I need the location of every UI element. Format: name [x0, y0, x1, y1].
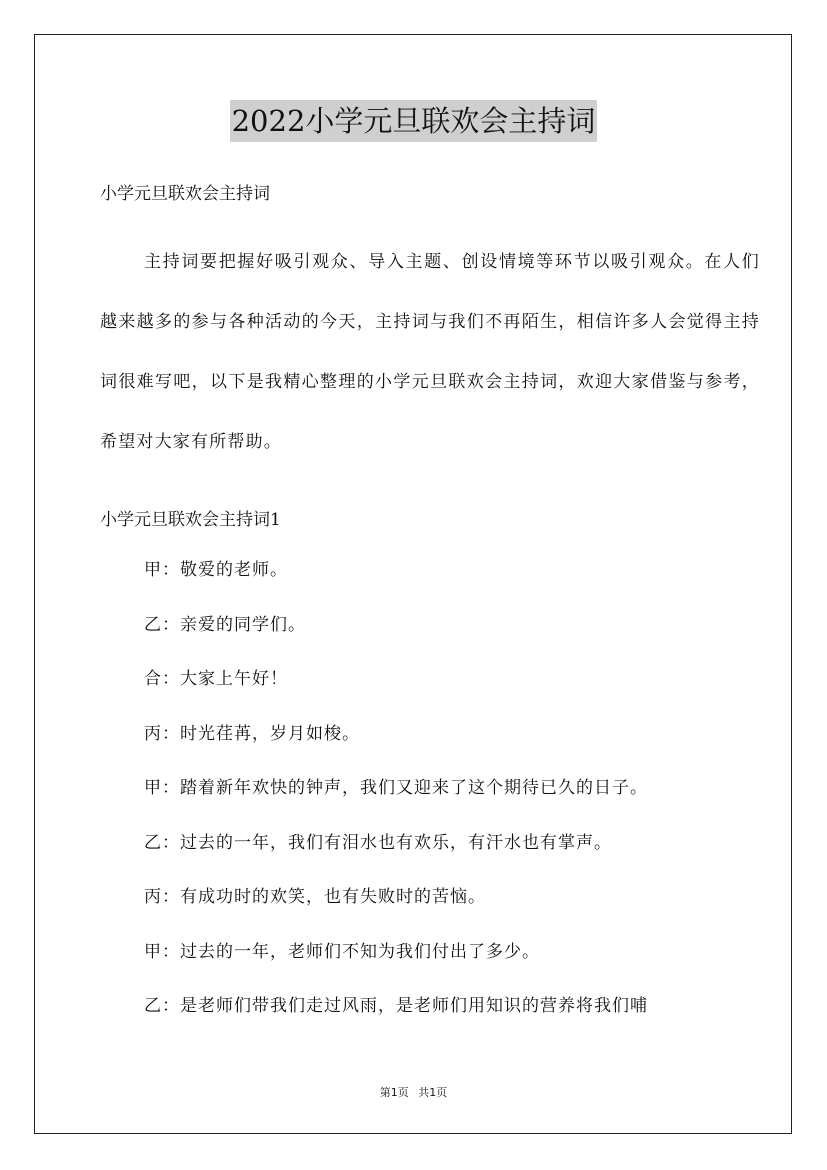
- dialogue-line: 甲：过去的一年，老师们不知为我们付出了多少。: [144, 941, 540, 962]
- dialogue-line: 乙：过去的一年，我们有泪水也有欢乐，有汗水也有掌声。: [144, 832, 612, 853]
- page-number: 第1页: [379, 1086, 409, 1099]
- page-total: 共1页: [418, 1086, 448, 1099]
- section-heading: 小学元旦联欢会主持词1: [100, 510, 281, 530]
- document-title: 2022小学元旦联欢会主持词: [230, 100, 598, 142]
- intro-paragraph: 主持词要把握好吸引观众、导入主题、创设情境等环节以吸引观众。在人们越来越多的参与各种活动的今天，主持词与我们不再陌生，相信许多人会觉得主持词很难写吧，以下是我精心整理的小学元旦联欢会主持词，欢迎大家借鉴与参考，希望对大家有所帮助。: [100, 252, 760, 452]
- title-container: [0, 100, 827, 142]
- dialogue-line: 甲：踏着新年欢快的钟声，我们又迎来了这个期待已久的日子。: [144, 778, 648, 798]
- dialogue-line: 乙：亲爱的同学们。: [144, 614, 306, 635]
- dialogue-list: [144, 554, 648, 1045]
- dialogue-line: 丙：有成功时的欢笑，也有失败时的苦恼。: [144, 887, 486, 907]
- page-footer: [0, 1084, 827, 1100]
- document-subtitle: 小学元旦联欢会主持词: [100, 184, 270, 204]
- dialogue-line: 乙：是老师们带我们走过风雨，是老师们用知识的营养将我们哺: [144, 996, 648, 1016]
- dialogue-line: 合：大家上午好！: [144, 669, 288, 689]
- dialogue-line: 丙：时光荏苒，岁月如梭。: [144, 723, 360, 744]
- dialogue-line: 甲：敬爱的老师。: [144, 560, 288, 580]
